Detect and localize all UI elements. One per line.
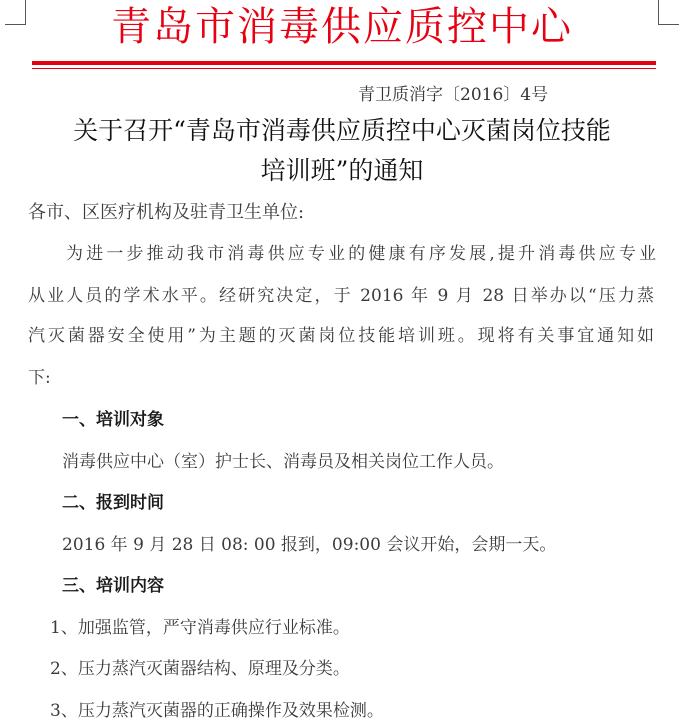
document-title-line-2: 培训班”的通知 <box>260 156 424 185</box>
org-letterhead-title: 青岛市消毒供应质控中心 <box>111 4 573 50</box>
salutation: 各市、区医疗机构及驻青卫生单位: <box>28 202 305 223</box>
content-list-item: 3、压力蒸汽灭菌器的正确操作及效果检测。 <box>50 701 384 721</box>
section-heading-registration: 二、报到时间 <box>62 493 164 513</box>
letterhead-rule-thin <box>32 68 656 69</box>
document-number: 青卫质消字〔2016〕4号 <box>358 85 549 105</box>
section-body-trainees: 消毒供应中心（室）护士长、消毒员及相关岗位工作人员。 <box>62 452 504 472</box>
section-body-registration: 2016 年 9 月 28 日 08: 00 报到，09:00 会议开始，会期一天。 <box>62 535 557 555</box>
section-heading-content: 三、培训内容 <box>62 576 164 596</box>
document-title-line-1: 关于召开“青岛市消毒供应质控中心灭菌岗位技能 <box>73 116 611 145</box>
intro-line-1: 为进一步推动我市消毒供应专业的健康有序发展,提升消毒供应专业 <box>66 244 656 264</box>
intro-line-2: 从业人员的学术水平。经研究决定，于 2016 年 9 月 28 日举办以“压力蒸 <box>28 286 654 306</box>
intro-line-4: 下: <box>28 368 51 388</box>
content-list-item: 2、压力蒸汽灭菌器结构、原理及分类。 <box>50 659 350 679</box>
content-list-item: 1、加强监管，严守消毒供应行业标准。 <box>50 618 350 638</box>
intro-line-3: 汽灭菌器安全使用”为主题的灭菌岗位技能培训班。现将有关事宜通知如 <box>28 326 654 346</box>
letterhead-rule-thick <box>32 61 656 65</box>
section-heading-trainees: 一、培训对象 <box>62 410 164 430</box>
